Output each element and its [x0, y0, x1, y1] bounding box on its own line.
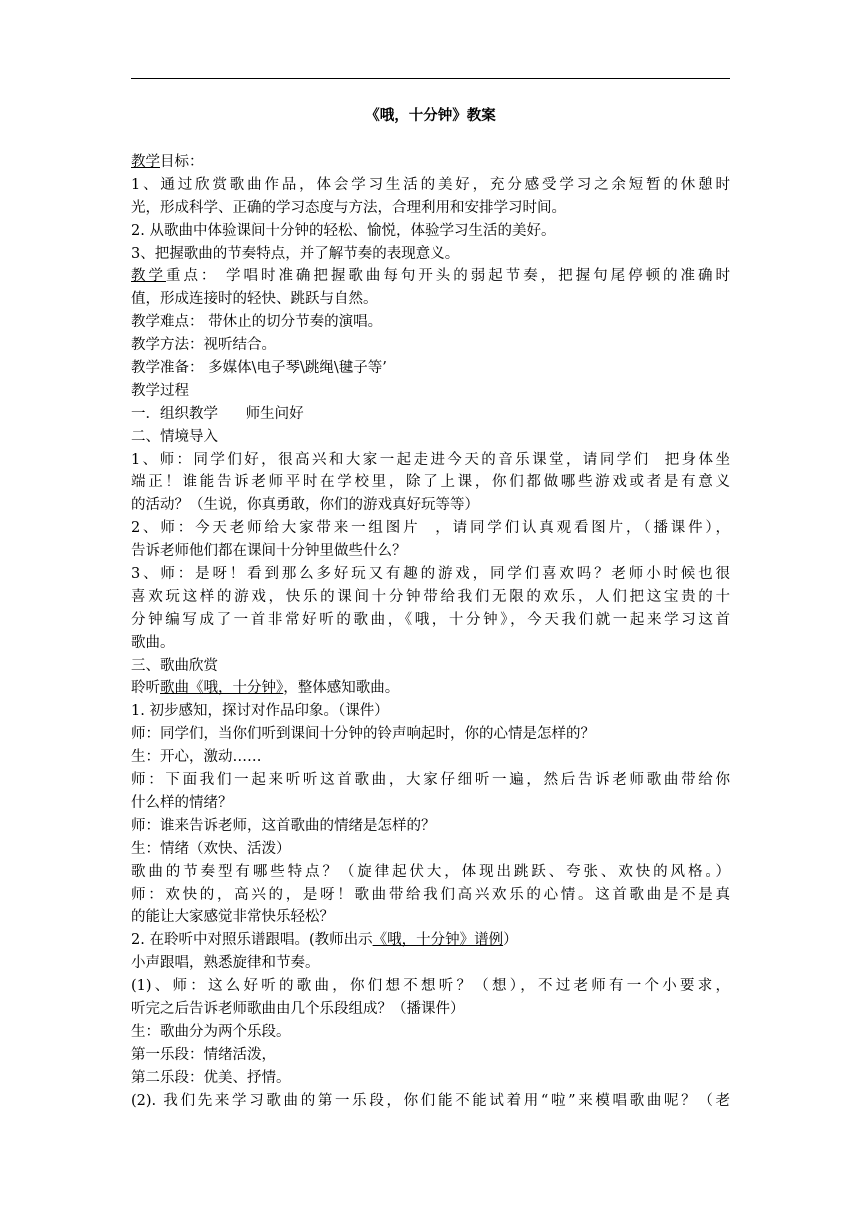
text-line: 听完之后告诉老师歌曲由几个乐段组成？（播课件） — [131, 1000, 465, 1017]
text-span: 聆听 — [131, 680, 160, 697]
text-line — [131, 151, 730, 174]
text-line: 第一乐段：情绪活泼， — [131, 1046, 276, 1063]
text-span: ，整体感知歌曲。 — [283, 680, 400, 697]
text-line: 二、情境导入 — [131, 428, 218, 445]
text-line: 生：开心，激动…… — [131, 749, 262, 766]
text-line: 光，形成科学、正确的学习态度与方法，合理利用和安排学习时间。 — [131, 199, 566, 216]
text-line: 什么样的情绪？ — [131, 794, 233, 811]
text-line: 告诉老师他们都在课间十分钟里做些什么？ — [131, 543, 407, 560]
text-line: 教学方法：视听结合。 — [131, 337, 276, 354]
text-line: 师：谁来告诉老师，这首歌曲的情绪是怎样的？ — [131, 817, 436, 834]
document-body — [131, 151, 730, 1112]
text-line — [131, 677, 730, 700]
text-line: 生：情绪（欢快、活泼） — [131, 840, 291, 857]
text-line: 教学过程 — [131, 382, 189, 399]
text-line: 1. 初步感知，探讨对作品印象。（课件） — [131, 703, 389, 720]
text-span: 重点： 学唱时准确把握歌曲每句开头的弱起节奏，把握句尾停顿的准确时 — [165, 268, 730, 285]
text-line: 2、师：今天老师给大家带来一组图片 ，请同学们认真观看图片，（播课件）， — [131, 520, 730, 537]
document-title: 《哦，十分钟》教案 — [365, 107, 496, 124]
text-line: 1、师：同学们好，很高兴和大家一起走进今天的音乐课堂，请同学们 把身体坐 — [131, 451, 730, 468]
text-line: 分钟编写成了一首非常好听的歌曲，《哦，十分钟》，今天我们就一起来学习这首 — [131, 611, 730, 628]
text-line: 的能让大家感觉非常快乐轻松？ — [131, 909, 334, 926]
text-span: ） — [503, 932, 518, 949]
text-line: 三、歌曲欣赏 — [131, 657, 218, 674]
text-span: 2. 在聆听中对照乐谱跟唱。(教师出示 — [131, 932, 373, 949]
underlined-text: 歌曲《哦，十分钟》 — [160, 680, 284, 697]
text-line: 师：同学们，当你们听到课间十分钟的铃声响起时，你的心情是怎样的？ — [131, 726, 595, 743]
header-rule — [131, 78, 730, 79]
text-line: 生：歌曲分为两个乐段。 — [131, 1023, 291, 1040]
underlined-text: 教学 — [131, 268, 166, 285]
text-line: 师：下面我们一起来听听这首歌曲，大家仔细听一遍，然后告诉老师歌曲带给你 — [131, 772, 730, 789]
text-line: 师：欢快的，高兴的，是呀！歌曲带给我们高兴欢乐的心情。这首歌曲是不是真 — [131, 886, 730, 903]
text-line: 2. 从歌曲中体验课间十分钟的轻松、愉悦，体验学习生活的美好。 — [131, 222, 556, 239]
text-line — [131, 265, 730, 288]
text-line: 的活动？（生说，你真勇敢，你们的游戏真好玩等等） — [131, 497, 479, 514]
text-line: 值，形成连接时的轻快、跳跃与自然。 — [131, 291, 378, 308]
text-line: 小声跟唱，熟悉旋律和节奏。 — [131, 955, 320, 972]
text-line — [131, 929, 730, 952]
text-line: 3、把握歌曲的节奏特点，并了解节奏的表现意义。 — [131, 245, 460, 262]
text-line: 歌曲。 — [131, 634, 175, 651]
text-line: 端正！谁能告诉老师平时在学校里，除了上课，你们都做哪些游戏或者是有意义 — [131, 474, 730, 491]
text-line: 教学准备： 多媒体\电子琴\跳绳\毽子等’ — [131, 360, 387, 377]
text-span: 目标： — [160, 154, 204, 170]
underlined-text: 教学 — [131, 154, 160, 170]
text-line: (2). 我们先来学习歌曲的第一乐段，你们能不能试着用“啦”来模唱歌曲呢？（老 — [131, 1092, 730, 1109]
underlined-text: 《哦，十分钟》谱例 — [372, 932, 504, 949]
text-line: 教学难点： 带休止的切分节奏的演唱。 — [131, 314, 383, 331]
text-line: (1)、师：这么好听的歌曲，你们想不想听？（想），不过老师有一个小要求， — [131, 978, 730, 995]
text-line: 喜欢玩这样的游戏，快乐的课间十分钟带给我们无限的欢乐，人们把这宝贵的十 — [131, 588, 730, 605]
text-line: 第二乐段：优美、抒情。 — [131, 1069, 291, 1086]
text-line: 一．组织教学 师生问好 — [131, 405, 304, 422]
text-line: 1、通过欣赏歌曲作品，体会学习生活的美好，充分感受学习之余短暂的休憩时 — [131, 176, 730, 193]
text-line: 歌曲的节奏型有哪些特点？（旋律起伏大，体现出跳跃、夸张、欢快的风格。） — [131, 863, 730, 880]
text-line: 3、师：是呀！看到那么多好玩又有趣的游戏，同学们喜欢吗？老师小时候也很 — [131, 566, 730, 583]
